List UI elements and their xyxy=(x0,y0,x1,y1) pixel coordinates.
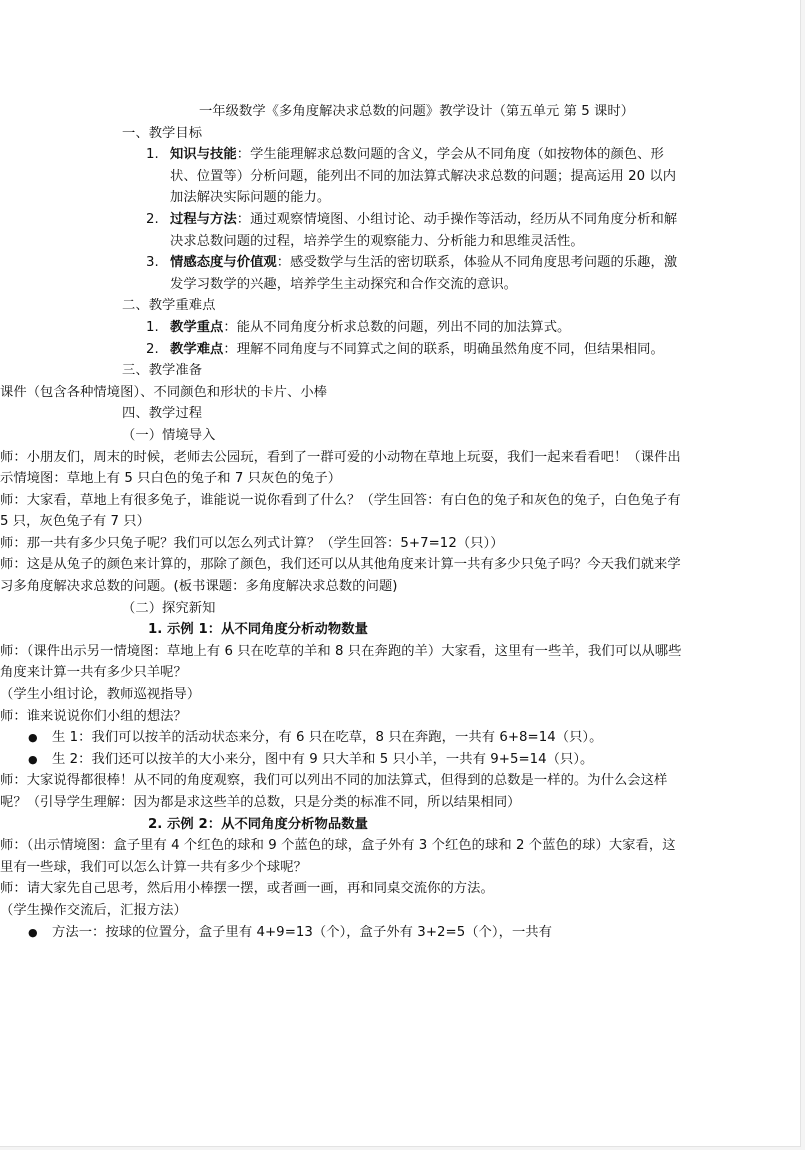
answer-text: 生 1：我们可以按羊的活动状态来分，有 6 只在吃草，8 只在奔跑，一共有 6+8=14（只）。 xyxy=(52,730,603,746)
answer-text: 生 2：我们还可以按羊的大小来分，图中有 9 只大羊和 5 只小羊，一共有 9+5=14（只）。 xyxy=(52,751,594,767)
paragraph: 师：小朋友们，周末的时候，老师去公园玩，看到了一群可爱的小动物在草地上玩耍，我们一起来看看吧！（课件出示情境图：草地上有 5 只白色的兔子和 7 只灰色的兔子） xyxy=(0,449,681,487)
paragraph: 师：那一共有多少只兔子呢？我们可以怎么列式计算？（学生回答：5+7=12（只）） xyxy=(0,535,504,551)
key-point-label: 教学难点 xyxy=(170,341,224,357)
objective-text: ：通过观察情境图、小组讨论、动手操作等活动，经历从不同角度分析和解决求总数问题的过程，培养学生的观察能力、分析能力和思维灵活性。 xyxy=(170,211,678,249)
objective-text: ：学生能理解求总数问题的含义，学会从不同角度（如按物体的颜色、形状、位置等）分析问题，能列出不同的加法算式解决求总数的问题；提高运用 20 以内加法解决实际问题的能力。 xyxy=(170,147,677,206)
document-content xyxy=(0,101,687,943)
key-point-text: ：能从不同角度分析求总数的问题，列出不同的加法算式。 xyxy=(223,319,571,335)
bullet-icon: ● xyxy=(28,752,38,766)
list-item xyxy=(0,922,685,944)
bullet-icon: ● xyxy=(28,731,38,745)
bullet-icon: ● xyxy=(28,925,38,939)
list-item xyxy=(0,727,685,749)
objective-label: 情感态度与价值观 xyxy=(170,255,277,271)
method-text: 方法一：按球的位置分，盒子里有 4+9=13（个），盒子外有 3+2=5（个），一共有 xyxy=(52,924,552,940)
paragraph: 师：请大家先自己思考，然后用小棒摆一摆，或者画一画，再和同桌交流你的方法。 xyxy=(0,881,494,897)
key-points-list xyxy=(122,317,687,360)
example-2-methods xyxy=(0,922,685,944)
paragraph: （学生小组讨论，教师巡视指导） xyxy=(0,687,201,703)
objective-text: ：感受数学与生活的密切联系，体验从不同角度思考问题的乐趣，激发学习数学的兴趣，培养学生主动探究和合作交流的意识。 xyxy=(170,255,678,292)
paragraph: 师：大家看，草地上有很多兔子，谁能说一说你看到了什么？（学生回答：有白色的兔子和灰色的兔子，白色兔子有 5 只，灰色兔子有 7 只） xyxy=(0,492,681,530)
section-heading-process: 四、教学过程 xyxy=(122,406,203,422)
preparation-text: 课件（包含各种情境图）、不同颜色和形状的卡片、小棒 xyxy=(0,384,328,400)
objective-label: 过程与方法 xyxy=(170,211,237,227)
key-point-text: ：理解不同角度与不同算式之间的联系，明确虽然角度不同，但结果相同。 xyxy=(223,341,664,357)
key-point-label: 教学重点 xyxy=(170,319,224,335)
example-1-answers xyxy=(0,727,685,770)
key-point-item xyxy=(122,317,687,339)
paragraph: 师：（课件出示另一情境图：草地上有 6 只在吃草的羊和 8 只在奔跑的羊）大家看，这里有一些羊，我们可以从哪些角度来计算一共有多少只羊呢？ xyxy=(0,643,682,681)
list-number: 1. xyxy=(146,319,159,335)
section-heading-objectives: 一、教学目标 xyxy=(122,125,203,141)
objective-item xyxy=(122,209,687,252)
objective-label: 知识与技能 xyxy=(170,147,237,163)
section-heading-preparation: 三、教学准备 xyxy=(122,363,203,379)
paragraph: 师：谁来说说你们小组的想法？ xyxy=(0,708,187,724)
key-point-item xyxy=(122,339,687,361)
example-1-heading: 1. 示例 1：从不同角度分析动物数量 xyxy=(148,622,368,638)
list-number: 2. xyxy=(146,211,159,227)
objective-item xyxy=(122,252,687,295)
list-number: 2. xyxy=(146,341,159,357)
document-title: 一年级数学《多角度解决求总数的问题》教学设计（第五单元 第 5 课时） xyxy=(198,104,635,119)
objectives-list xyxy=(122,144,687,295)
objective-item xyxy=(122,144,687,209)
paragraph: 师：（出示情境图：盒子里有 4 个红色的球和 9 个蓝色的球，盒子外有 3 个红色的球和 2 个蓝色的球）大家看，这里有一些球，我们可以怎么计算一共有多少个球呢？ xyxy=(0,838,676,875)
example-2-heading: 2. 示例 2：从不同角度分析物品数量 xyxy=(148,816,368,832)
subsection-heading-explore: （二）探究新知 xyxy=(122,600,216,616)
section-heading-key-points: 二、教学重难点 xyxy=(122,298,216,314)
paragraph: 师：这是从兔子的颜色来计算的，那除了颜色，我们还可以从其他角度来计算一共有多少只兔子吗？今天我们就来学习多角度解决求总数的问题。(板书课题：多角度解决求总数的问题) xyxy=(0,557,681,595)
paragraph: 师：大家说得都很棒！从不同的角度观察，我们可以列出不同的加法算式，但得到的总数是一样的。为什么会这样呢？（引导学生理解：因为都是求这些羊的总数，只是分类的标准不同，所以结果相同） xyxy=(0,773,668,810)
list-item xyxy=(0,749,685,771)
subsection-heading-intro: （一）情境导入 xyxy=(122,427,216,443)
list-number: 1. xyxy=(146,147,159,163)
list-number: 3. xyxy=(146,255,159,271)
paragraph: （学生操作交流后，汇报方法） xyxy=(0,902,187,918)
